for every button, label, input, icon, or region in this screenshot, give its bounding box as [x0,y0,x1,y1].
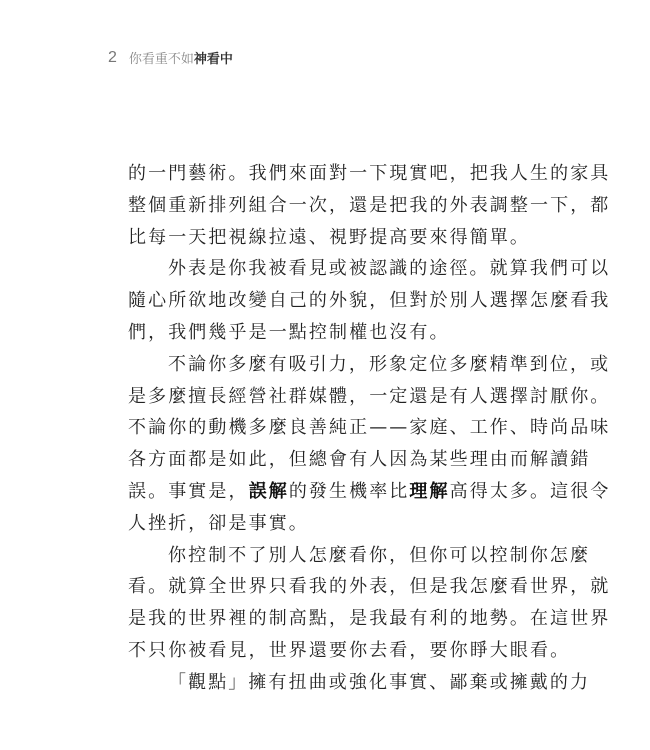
text-line: 整個重新排列組合一次，還是把我的外表調整一下，都 [128,194,611,216]
text-line: 外表是你我被看見或被認識的途徑。就算我們可以 [168,258,611,280]
body-text [128,158,611,699]
text-line: 不論你多麼有吸引力，形象定位多麼精準到位，或 [168,353,611,375]
text-line: 你控制不了別人怎麼看你，但你可以控制你怎麼 [168,544,591,566]
text-line: 是我的世界裡的制高點，是我最有利的地勢。在這世界 [128,608,611,630]
text-line: 的一門藝術。我們來面對一下現實吧，把我人生的家具 [128,163,611,184]
text-segment: 的發生機率比 [288,480,410,502]
book-title-bold: 神看中 [193,52,233,67]
book-title-light: 你看重不如 [128,52,194,67]
text-segment: 高得太多。這很令 [449,480,611,502]
text-line: 比每一天把視線拉遠、視野提高要來得簡單。 [128,226,530,248]
text-line: 看。就算全世界只看我的外表，但是我怎麼看世界，就 [128,576,611,598]
text-line: 是多麼擅長經營社群媒體，一定還是有人選擇討厭你。 [128,385,611,407]
bold-term: 誤解 [248,480,289,502]
text-line [128,476,611,508]
bold-term: 理解 [409,480,450,502]
running-header [108,48,233,67]
text-line: 不論你的動機多麼良善純正——家庭、工作、時尚品味 [128,417,611,439]
text-line: 各方面都是如此，但總會有人因為某些理由而解讀錯 [128,449,591,471]
text-line: 隨心所欲地改變自己的外貌，但對於別人選擇怎麼看我 [128,290,611,312]
text-line: 們，我們幾乎是一點控制權也沒有。 [128,321,450,343]
text-line: 不只你被看見，世界還要你去看，要你睜大眼看。 [128,639,571,661]
text-line: 「觀點」擁有扭曲或強化事實、鄙棄或擁戴的力 [168,671,591,693]
page-number: 2 [108,48,117,66]
text-segment: 誤。事實是， [128,480,249,502]
text-line: 人挫折，卻是事實。 [128,512,309,534]
